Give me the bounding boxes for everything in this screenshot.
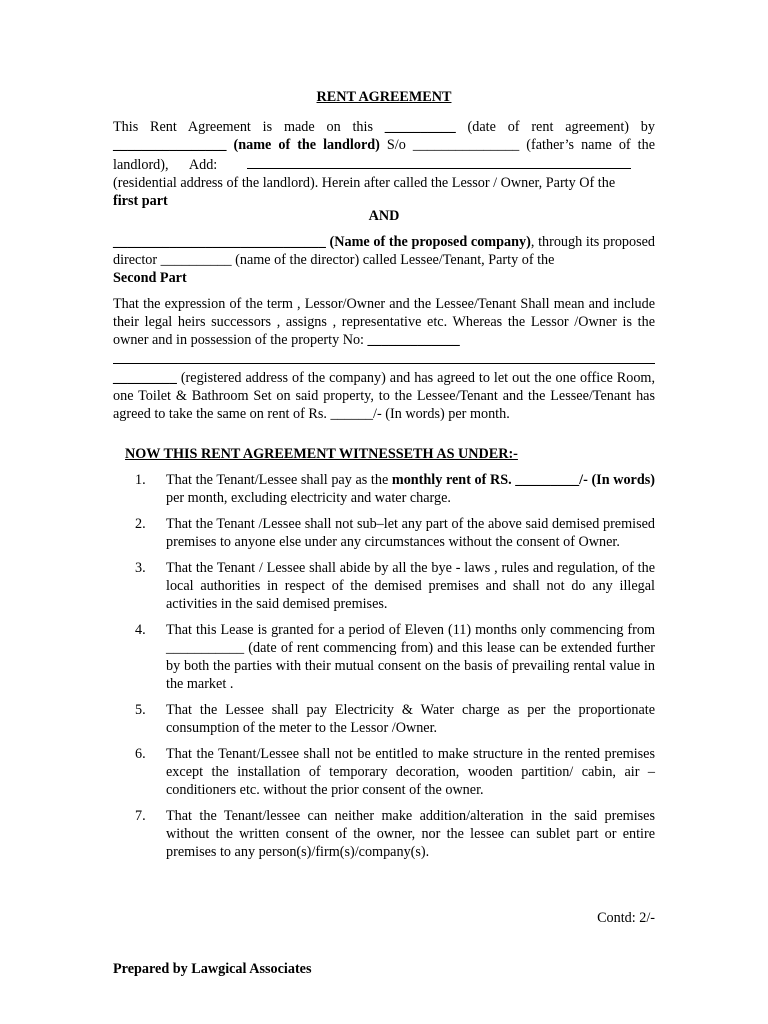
clauses-list	[113, 471, 655, 869]
date-blank: __________	[384, 119, 456, 135]
intro-text: This Rent Agreement is made on this	[113, 119, 373, 135]
expression-text: That the expression of the term , Lessor/Owner and the Lessee/Tenant Shall mean and include their legal heirs successors , assigns , representative etc. Whereas the Lessor /Owner is the owner and in possession of the property No:	[113, 296, 655, 348]
clause-text: That the Tenant/lessee can neither make addition/alteration in the said premises without the written consent of the owner, nor the lessee can sublet part or entire premises to any person(s)/firm(s)/company(s).	[166, 808, 655, 860]
clause-bold-text: monthly rent of RS. _________/- (In words)	[391, 472, 655, 488]
company-name-label: (Name of the proposed company)	[329, 234, 531, 250]
landlord-name-label: (name of the landlord)	[233, 137, 380, 153]
continued-marker: Contd: 2/-	[597, 910, 655, 926]
clause-text: That the Tenant/Lessee shall pay as the	[166, 472, 392, 488]
clause-number: 2.	[135, 516, 146, 532]
intro-paragraph	[113, 118, 655, 210]
clause-item	[113, 701, 655, 737]
clause-item	[113, 515, 655, 551]
address-label: Add:	[188, 157, 218, 173]
clause-text: That this Lease is granted for a period of Eleven (11) months only commencing from ___________ (date of rent commencing from) and this lease can be extended further by both the parties with their mutual consent on the basis of prevailing rental value in the market .	[166, 622, 655, 692]
property-blank-line	[113, 349, 655, 364]
clause-number: 4.	[135, 622, 146, 638]
second-party-text: , through its proposed director	[113, 234, 656, 268]
company-blank: ______________________________	[113, 234, 326, 250]
clause-item	[113, 745, 655, 799]
and-separator: AND	[368, 208, 400, 224]
expression-text-2: (registered address of the company) and has agreed to let out the one office Room, one Toilet & Bathroom Set on said property, to the Lessee/Tenant and the Lessee/Tenant has agreed to take the same on rent of Rs. ______/- (In words) per month.	[113, 370, 655, 422]
father-blank: _______________	[412, 137, 520, 153]
clause-text: That the Tenant / Lessee shall abide by all the bye - laws , rules and regulation, of the local authorities in respect of the demised premises and shall not do any illegal activities in the said demised premises.	[166, 560, 655, 612]
clause-number: 5.	[135, 702, 146, 718]
expression-paragraph	[113, 295, 655, 423]
landlord-blank: ________________	[113, 137, 227, 153]
clause-number: 7.	[135, 808, 146, 824]
footer-credit: Prepared by Lawgical Associates	[113, 961, 312, 977]
clause-text: That the Tenant /Lessee shall not sub–let any part of the above said demised premised premises to anyone else under any circumstances without the consent of Owner.	[166, 516, 655, 550]
clause-item	[113, 471, 655, 507]
clause-item	[113, 621, 655, 693]
clause-item	[113, 559, 655, 613]
second-party-paragraph	[113, 233, 655, 287]
second-party-text-2: (name of the director) called Lessee/Tenant, Party of the	[235, 252, 555, 268]
short-blank: _________	[113, 370, 177, 386]
director-blank: __________	[160, 252, 232, 268]
witnesseth-heading: NOW THIS RENT AGREEMENT WITNESSETH AS UNDER:-	[125, 446, 518, 462]
intro-text-2: (date of rent agreement) by	[467, 119, 655, 135]
clause-text: That the Tenant/Lessee shall not be entitled to make structure in the rented premises except the installation of temporary decoration, wooden partition/ cabin, air – conditioners etc. without the prior consent of the owner.	[166, 746, 655, 798]
clause-number: 6.	[135, 746, 146, 762]
clause-number: 1.	[135, 472, 146, 488]
clause-item	[113, 807, 655, 861]
first-part-label: first part	[113, 193, 168, 209]
address-blank-line	[247, 154, 631, 169]
clause-text: That the Lessee shall pay Electricity & Water charge as per the proportionate consumption of the meter to the Lessor /Owner.	[166, 702, 655, 736]
father-label: (father’s name of the landlord),	[113, 137, 655, 173]
property-no-blank: _____________	[367, 332, 460, 348]
so-text: S/o	[386, 137, 406, 153]
second-part-label: Second Part	[113, 270, 187, 286]
document-title: RENT AGREEMENT	[316, 89, 452, 105]
clause-text-end: per month, excluding electricity and water charge.	[166, 490, 451, 506]
address-description: (residential address of the landlord). Herein after called the Lessor / Owner, Party Of the	[113, 175, 616, 191]
clause-number: 3.	[135, 560, 146, 576]
